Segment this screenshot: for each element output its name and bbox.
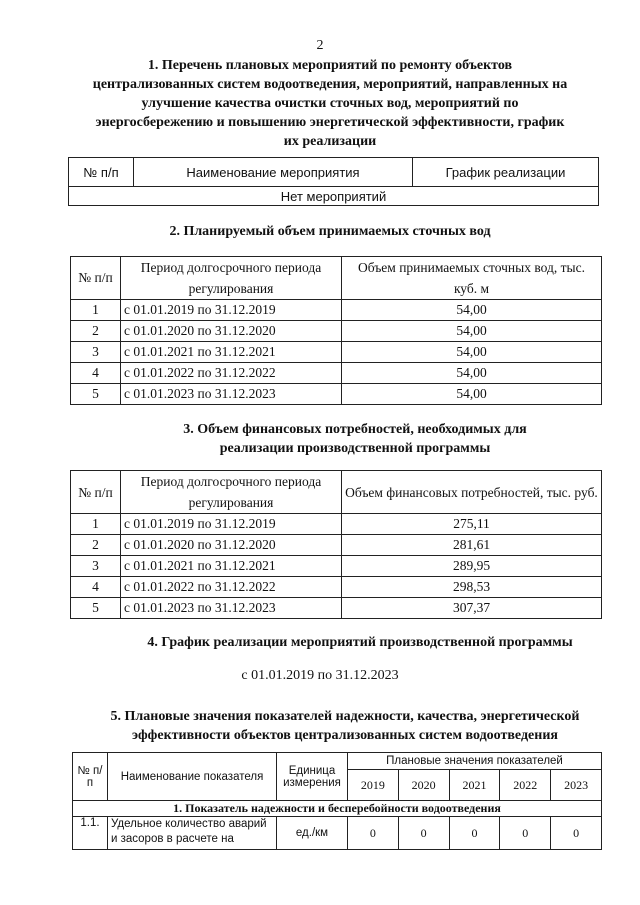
section5-title: 5. Плановые значения показателей надежности, качества, энергетической эффективности объектов централизованных систем водоотведения: [110, 709, 580, 743]
header-year-2023: 2023: [551, 770, 602, 801]
header-unit: Единица измерения: [277, 753, 348, 801]
header-measure-name: Наименование мероприятия: [134, 158, 413, 187]
header-period: Период долгосрочного периода регулирования: [121, 257, 342, 300]
header-planned-values: Плановые значения показателей: [348, 753, 602, 770]
header-schedule: График реализации: [413, 158, 599, 187]
section4-title: 4. График реализации мероприятий производственной программы: [147, 635, 573, 650]
header-num: № п/п: [73, 753, 108, 801]
table-row: 1 с 01.01.2019 по 31.12.2019 54,00: [71, 300, 602, 321]
financial-needs-table: [70, 470, 602, 619]
row-indicator-name: Удельное количество аварий и засоров в расчете на: [108, 817, 277, 850]
header-indicator-name: Наименование показателя: [108, 753, 277, 801]
page-number: 2: [316, 38, 324, 53]
table-row: 3 с 01.01.2021 по 31.12.2021 54,00: [71, 342, 602, 363]
group-reliability: 1. Показатель надежности и бесперебойности водоотведения: [73, 801, 602, 817]
section1-title: 1. Перечень плановых мероприятий по ремонту объектов централизованных систем водоотведения, мероприятий, направленных на улучшение качества очистки сточных вод, мероприятий по энергосбережению и повышению энергетической эффективности, график их реализации: [92, 58, 568, 149]
header-year-2019: 2019: [348, 770, 399, 801]
table-row: 1 с 01.01.2019 по 31.12.2019 275,11: [71, 514, 602, 535]
section3-title: 3. Объем финансовых потребностей, необходимых для реализации производственной программы: [183, 422, 527, 456]
section4-period: с 01.01.2019 по 31.12.2023: [241, 668, 399, 683]
header-year-2021: 2021: [449, 770, 500, 801]
header-financial: Объем финансовых потребностей, тыс. руб.: [342, 471, 602, 514]
table-row: 3 с 01.01.2021 по 31.12.2021 289,95: [71, 556, 602, 577]
table-row: 1.1. Удельное количество аварий и засоров в расчете на ед./км 0 0 0 0 0: [73, 817, 602, 850]
section2-title: 2. Планируемый объем принимаемых сточных вод: [169, 224, 491, 239]
header-num: № п/п: [71, 471, 121, 514]
wastewater-volume-table: [70, 256, 602, 405]
header-year-2022: 2022: [500, 770, 551, 801]
indicators-table: [72, 752, 602, 850]
table-row: 2 с 01.01.2020 по 31.12.2020 281,61: [71, 535, 602, 556]
row-unit: ед./км: [277, 817, 348, 850]
table-row: 5 с 01.01.2023 по 31.12.2023 307,37: [71, 598, 602, 619]
header-num: № п/п: [69, 158, 134, 187]
row-num: 1.1.: [73, 817, 108, 850]
no-measures-cell: Нет мероприятий: [69, 187, 599, 206]
table-row: 4 с 01.01.2022 по 31.12.2022 54,00: [71, 363, 602, 384]
section1-table: [68, 157, 599, 206]
header-period: Период долгосрочного периода регулирования: [121, 471, 342, 514]
header-year-2020: 2020: [398, 770, 449, 801]
header-volume: Объем принимаемых сточных вод, тыс. куб. м: [342, 257, 602, 300]
table-row: 2 с 01.01.2020 по 31.12.2020 54,00: [71, 321, 602, 342]
table-row: 4 с 01.01.2022 по 31.12.2022 298,53: [71, 577, 602, 598]
header-num: № п/п: [71, 257, 121, 300]
table-row: 5 с 01.01.2023 по 31.12.2023 54,00: [71, 384, 602, 405]
